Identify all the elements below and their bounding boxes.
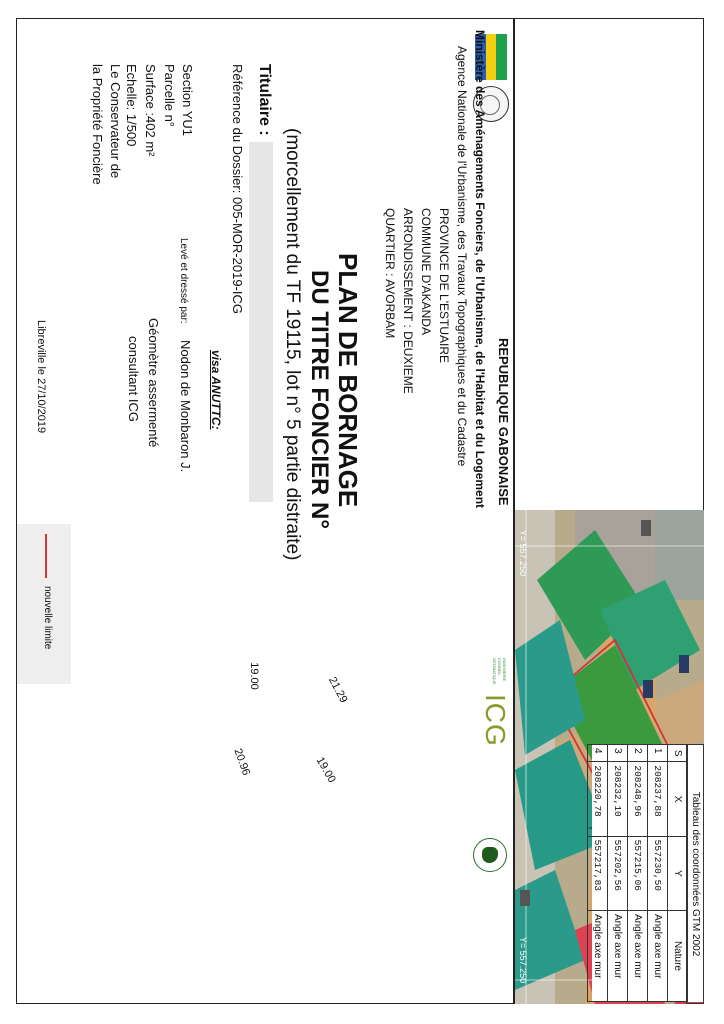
- table-cell: 557215,06: [628, 836, 648, 910]
- table-row: [628, 745, 648, 1002]
- surface-label: Surface :402 m²: [143, 64, 158, 157]
- distance-1-4: 21.29: [326, 675, 350, 705]
- distance-1-2: 19.00: [313, 755, 338, 785]
- legend-line: [45, 534, 47, 578]
- table-cell: Angle axe mur: [628, 910, 648, 1001]
- geometre-title2: consultant ICG: [126, 336, 141, 422]
- anuttc-logo: [473, 838, 507, 872]
- grid-label-top-left: Y= 557.200: [182, 529, 193, 577]
- coordinates-table: [592, 744, 704, 1002]
- table-header-row: [668, 745, 688, 1002]
- geometre-title1: Géomètre assermenté: [146, 318, 161, 448]
- table-cell: Angle axe mur: [608, 910, 628, 1001]
- commune-label: COMMUNE D'AKANDA: [419, 208, 433, 335]
- title-line2: DU TITRE FONCIER N°: [306, 270, 333, 529]
- grid-label-bottom-left: Y= 557.200: [182, 936, 193, 984]
- table-cell: Angle axe mur: [648, 910, 668, 1001]
- table-cell: 557230,50: [648, 836, 668, 910]
- agency-label: Agence Nationale de l'Urbanisme, des Travaux Topographiques et du Cadastre: [455, 46, 469, 467]
- table-cell: 208220,78: [588, 762, 608, 836]
- table-cell: 1: [648, 745, 668, 762]
- arrondissement-label: ARRONDISSEMENT : DEUXIEME: [401, 208, 415, 394]
- icg-logo: INGENIERIE CONSEIL GEOMATIQUE ICG: [480, 658, 511, 747]
- point-3: 3: [186, 700, 192, 711]
- table-header: X: [668, 762, 688, 836]
- point-4: 4: [306, 614, 312, 625]
- table-row: [648, 745, 668, 1002]
- titulaire-redaction: [249, 142, 273, 502]
- conservateur-line1: Le Conservateur de: [108, 64, 123, 179]
- echelle-label: Echelle: 1/500: [124, 64, 139, 147]
- legend-label: nouvelle limite: [42, 586, 53, 650]
- table-cell: 557217,83: [588, 836, 608, 910]
- distance-4-3: 19.00: [247, 662, 260, 690]
- province-label: PROVINCE DE L'ESTUAIRE: [437, 208, 451, 363]
- grid-label-top-right: Y= 557.250: [518, 529, 529, 577]
- table-header: Nature: [668, 910, 688, 1001]
- title-line1: PLAN DE BORNAGE: [333, 253, 363, 508]
- date-label: Libreville le 27/10/2019: [35, 320, 47, 434]
- table-row: [588, 745, 608, 1002]
- grid-label-x: X= 208.250: [28, 820, 75, 830]
- table-cell: 4: [588, 745, 608, 762]
- table-cell: 208248,96: [628, 762, 648, 836]
- table-cell: 208232,10: [608, 762, 628, 836]
- point-1: 1: [401, 738, 407, 749]
- table-cell: 3: [608, 745, 628, 762]
- table-cell: 208237,88: [648, 762, 668, 836]
- parcelle-label: Parcelle n°: [162, 64, 177, 128]
- distance-2-3: 20.96: [231, 747, 253, 777]
- republic-label: REPUBLIQUE GABONAISE: [496, 338, 511, 506]
- reference-label: Référence du Dossier: 005-MOR-2019-ICG: [230, 64, 245, 314]
- point-2: 2: [283, 820, 289, 831]
- table-cell: Angle axe mur: [588, 910, 608, 1001]
- table-cell: 2: [628, 745, 648, 762]
- table-row: [608, 745, 628, 1002]
- title-line3: (morcellement du TF 19115, lot n° 5 partie distraite): [282, 128, 303, 561]
- table-header: Y: [668, 836, 688, 910]
- table-header: S: [668, 745, 688, 762]
- visa-label: visa ANUTTC:: [209, 350, 223, 430]
- table-caption: Tableau des coordonnées GTM 2002: [686, 744, 704, 1004]
- table-cell: 557202,56: [608, 836, 628, 910]
- legend: [17, 524, 71, 684]
- section-label: Section YU1: [180, 64, 195, 137]
- ministry-label: Ministère des Aménagements Fonciers, de l'Urbanisme, de l'Habitat et du Logement: [473, 30, 487, 509]
- grid-label-bottom-right: Y= 557.250: [518, 936, 529, 984]
- quartier-label: QUARTIER : AVORBAM: [383, 208, 397, 339]
- leve-label: Levé et dressé par:: [178, 238, 189, 324]
- conservateur-line2: la Propriété Foncière: [90, 64, 105, 185]
- titulaire-label: Titulaire :: [256, 64, 273, 136]
- geometre-name: Nodon de Monbaron J.: [178, 340, 193, 473]
